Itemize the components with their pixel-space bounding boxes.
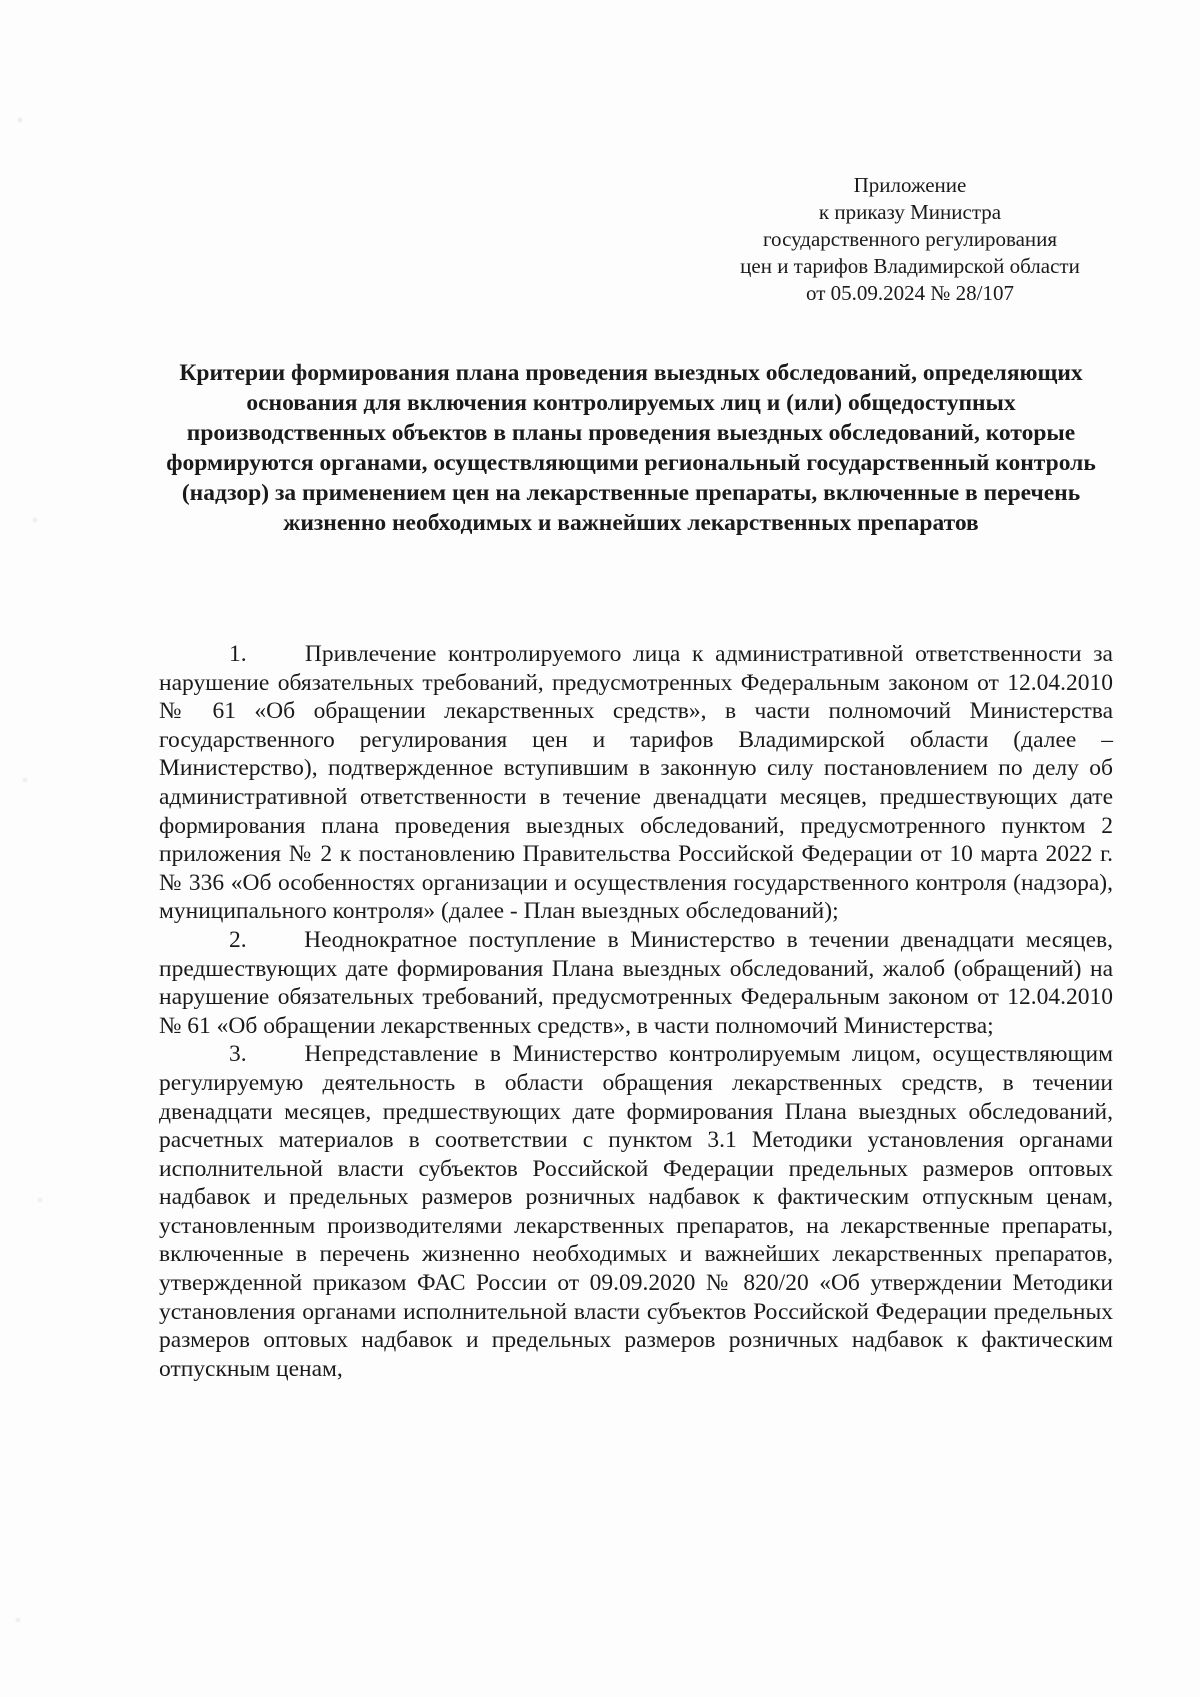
document-title: Критерии формирования плана проведения выездных обследований, определяющих основания для включения контролируемых лиц и (или) общедоступных производственных объектов в планы проведения выездных обследований, которые формируются органами, осуществляющими региональный государственный контроль (надзор) за применением цен на лекарственные препараты, включенные в перечень жизненно необходимых и важнейших лекарственных препаратов xyxy=(166,360,1096,536)
appendix-line: от 05.09.2024 № 28/107 xyxy=(805,281,1015,305)
paragraph-1: 1. Привлечение контролируемого лица к административной ответственности за нарушение обязательных требований, предусмотренных Федеральным законом от 12.04.2010 № 61 «Об обращении лекарственных средств», в части полномочий Министерства государственного регулирования цен и тарифов Владимирской области (далее – Министерство), подтвержденное вступившим в законную силу постановлением по делу об административной ответственности в течение двенадцати месяцев, предшествующих дате формирования плана проведения выездных обследований, предусмотренного пунктом 2 приложения № 2 к постановлению Правительства Российской Федерации от 10 марта 2022 г. № 336 «Об особенностях организации и осуществления государственного контроля (надзора), муниципального контроля» (далее - План выездных обследований); xyxy=(159,641,1113,925)
paragraph-3: 3. Непредставление в Министерство контролируемым лицом, осуществляющим регулируемую деятельность в области обращения лекарственных средств, в течении двенадцати месяцев, предшествующих дате формирования Плана выездных обследований, расчетных материалов в соответствии с пунктом 3.1 Методики установления органами исполнительной власти субъектов Российской Федерации предельных размеров оптовых надбавок и предельных размеров розничных надбавок к фактическим отпускным ценам, установленным производителями лекарственных препаратов, на лекарственные препараты, включенные в перечень жизненно необходимых и важнейших лекарственных препаратов, утвержденной приказом ФАС России от 09.09.2020 № 820/20 «Об утверждении Методики установления органами исполнительной власти субъектов Российской Федерации предельных размеров оптовых надбавок и предельных размеров розничных надбавок к фактическим отпускным ценам, xyxy=(159,1041,1113,1382)
appendix-line: государственного регулирования xyxy=(762,227,1058,251)
appendix-line: к приказу Министра xyxy=(818,200,1002,224)
appendix-line: цен и тарифов Владимирской области xyxy=(740,254,1080,278)
appendix-block xyxy=(700,172,1120,307)
appendix-line: Приложение xyxy=(853,173,967,197)
document-body xyxy=(159,640,1113,1383)
paragraph-2: 2. Неоднократное поступление в Министерство в течении двенадцати месяцев, предшествующих дате формирования Плана выездных обследований, жалоб (обращений) на нарушение обязательных требований, предусмотренных Федеральным законом от 12.04.2010 № 61 «Об обращении лекарственных средств», в части полномочий Министерства; xyxy=(159,926,1113,1039)
scan-edge-artifact xyxy=(0,0,70,1697)
